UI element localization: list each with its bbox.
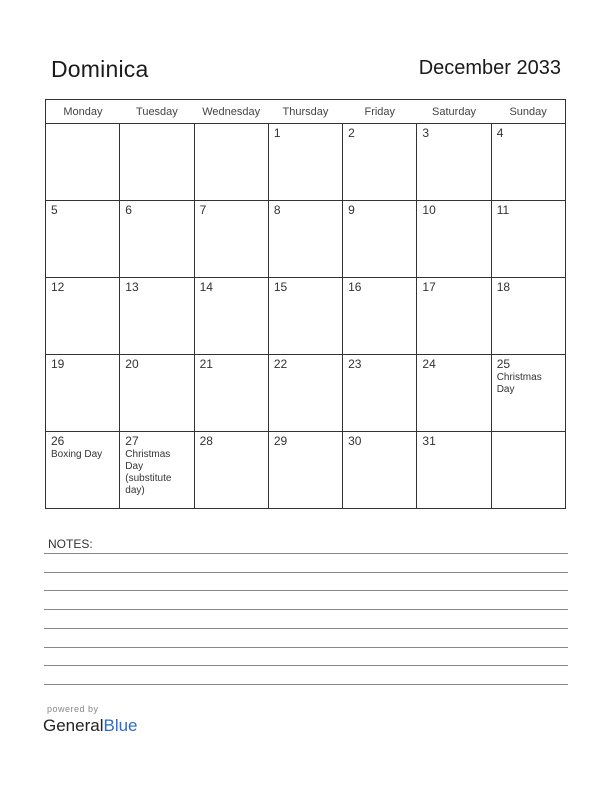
day-number: 31 bbox=[422, 434, 436, 448]
day-number: 15 bbox=[273, 280, 288, 294]
day-number: 13 bbox=[125, 280, 139, 294]
note-line bbox=[44, 647, 568, 648]
day-number bbox=[120, 124, 193, 126]
day-cell bbox=[194, 124, 268, 201]
brand-blue: Blue bbox=[103, 716, 138, 735]
day-number: 7 bbox=[199, 203, 207, 217]
day-cell bbox=[46, 201, 120, 278]
note-line bbox=[44, 609, 568, 610]
holiday-label: Christmas Day bbox=[496, 372, 542, 395]
weekday-saturday: Saturday bbox=[417, 100, 491, 124]
generalblue-logo bbox=[43, 716, 138, 736]
weekday-thursday: Thursday bbox=[268, 100, 342, 124]
day-number: 23 bbox=[348, 357, 362, 371]
day-cell bbox=[194, 278, 268, 355]
day-cell bbox=[46, 124, 120, 201]
day-number: 22 bbox=[273, 357, 288, 371]
weekday-monday: Monday bbox=[46, 100, 120, 124]
day-cell bbox=[120, 124, 194, 201]
brand-general: General bbox=[43, 716, 104, 735]
week-row-4 bbox=[46, 355, 566, 432]
day-number: 12 bbox=[51, 280, 65, 294]
day-cell bbox=[268, 124, 342, 201]
day-cell bbox=[343, 278, 417, 355]
day-cell bbox=[194, 432, 268, 509]
week-row-1 bbox=[46, 124, 566, 201]
weekday-header-row bbox=[46, 100, 566, 124]
day-number: 1 bbox=[273, 126, 281, 140]
note-line bbox=[44, 628, 568, 629]
day-cell bbox=[343, 124, 417, 201]
day-cell bbox=[491, 355, 565, 432]
holiday-label: Boxing Day bbox=[51, 449, 103, 460]
day-cell bbox=[268, 201, 342, 278]
day-cell bbox=[417, 432, 491, 509]
day-cell bbox=[194, 355, 268, 432]
day-number: 11 bbox=[496, 203, 510, 217]
day-cell bbox=[194, 201, 268, 278]
day-cell bbox=[491, 201, 565, 278]
week-row-3 bbox=[46, 278, 566, 355]
day-number: 3 bbox=[422, 126, 430, 140]
month-year-title: December 2033 bbox=[418, 57, 561, 79]
day-cell bbox=[343, 355, 417, 432]
weekday-sunday: Sunday bbox=[491, 100, 565, 124]
day-number bbox=[195, 124, 268, 126]
day-cell bbox=[268, 278, 342, 355]
day-cell bbox=[46, 278, 120, 355]
day-number: 26 bbox=[51, 434, 65, 448]
day-number: 9 bbox=[348, 203, 355, 217]
day-number: 14 bbox=[199, 280, 213, 294]
powered-by-text: powered by bbox=[47, 704, 99, 714]
day-cell bbox=[417, 355, 491, 432]
day-number: 25 bbox=[496, 357, 511, 371]
day-number: 17 bbox=[422, 280, 436, 294]
day-cell bbox=[417, 201, 491, 278]
day-cell bbox=[491, 124, 565, 201]
note-line bbox=[44, 572, 568, 573]
day-number: 4 bbox=[496, 126, 504, 140]
day-cell bbox=[120, 355, 194, 432]
weekday-wednesday: Wednesday bbox=[194, 100, 268, 124]
day-number: 10 bbox=[422, 203, 436, 217]
week-row-5 bbox=[46, 432, 566, 509]
day-cell bbox=[120, 201, 194, 278]
weekday-tuesday: Tuesday bbox=[120, 100, 194, 124]
weekday-friday: Friday bbox=[343, 100, 417, 124]
day-cell bbox=[417, 124, 491, 201]
day-cell bbox=[491, 432, 565, 509]
day-cell bbox=[120, 278, 194, 355]
week-row-2 bbox=[46, 201, 566, 278]
day-number bbox=[492, 432, 565, 434]
day-cell bbox=[268, 355, 342, 432]
day-number: 20 bbox=[125, 357, 139, 371]
note-line bbox=[44, 684, 568, 685]
day-cell bbox=[46, 432, 120, 509]
note-line bbox=[44, 665, 568, 666]
day-number: 8 bbox=[273, 203, 281, 217]
day-number: 24 bbox=[422, 357, 436, 371]
country-title: Dominica bbox=[51, 56, 149, 82]
day-cell bbox=[46, 355, 120, 432]
notes-label: NOTES: bbox=[48, 537, 93, 551]
day-number bbox=[46, 124, 119, 126]
holiday-label: Christmas Day (substitute day) bbox=[125, 449, 172, 496]
day-number: 30 bbox=[348, 434, 362, 448]
day-number: 27 bbox=[125, 434, 139, 448]
day-number: 29 bbox=[273, 434, 288, 448]
day-number: 6 bbox=[125, 203, 132, 217]
note-line bbox=[44, 590, 568, 591]
day-cell bbox=[491, 278, 565, 355]
day-number: 21 bbox=[199, 357, 213, 371]
day-number: 2 bbox=[348, 126, 355, 140]
day-number: 28 bbox=[199, 434, 213, 448]
calendar-grid bbox=[45, 99, 566, 509]
day-cell bbox=[120, 432, 194, 509]
day-number: 18 bbox=[496, 280, 511, 294]
day-number: 16 bbox=[348, 280, 362, 294]
day-cell bbox=[343, 201, 417, 278]
day-cell bbox=[417, 278, 491, 355]
day-number: 5 bbox=[51, 203, 58, 217]
day-cell bbox=[268, 432, 342, 509]
day-number: 19 bbox=[51, 357, 65, 371]
note-line bbox=[44, 553, 568, 554]
day-cell bbox=[343, 432, 417, 509]
